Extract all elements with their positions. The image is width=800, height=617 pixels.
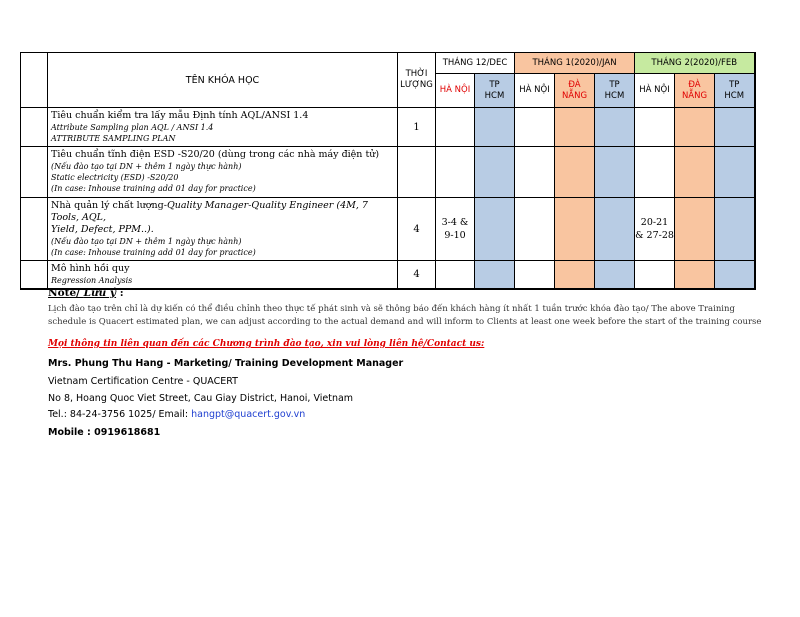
- month-feb-header: THÁNG 2(2020)/FEB: [635, 53, 755, 74]
- contact-mobile: Mobile : 0919618681: [48, 427, 161, 438]
- row-marker-cell: [21, 53, 48, 108]
- course-line: Attribute Sampling plan AQL / ANSI 1.4: [51, 123, 214, 132]
- course-line: (In case: Inhouse training add 01 day for practice): [51, 248, 256, 257]
- duration-header-line1: THỜI: [405, 69, 428, 79]
- training-schedule-table: [20, 52, 756, 290]
- note-body: Lịch đào tạo trên chỉ là dự kiến có thể điều chỉnh theo thực tế phát sinh và sẽ thông báo đến khách hàng ít nhất 1 tuần trước khóa đào tạo/ The above Training schedule is Quacert estimated plan, we can adjust according to the actual demand and will inform to Clients at least one week before the start of the training course: [48, 304, 762, 327]
- note-title-vi: Lưu ý: [83, 287, 117, 299]
- table-row: [21, 261, 755, 290]
- contact-tel: Tel.: 84-24-3756 1025/ Email:: [48, 409, 192, 420]
- city-hcm-line2: HCM: [604, 90, 625, 101]
- course-cell: [48, 108, 398, 147]
- course-name: [51, 200, 394, 224]
- course-name-vi: Nhà quản lý chất lượng-: [51, 200, 167, 211]
- course-cell: [48, 147, 398, 198]
- contact-address: No 8, Hoang Quoc Viet Street, Cau Giay District, Hanoi, Vietnam: [48, 393, 354, 404]
- city-hcm-feb: [715, 74, 755, 108]
- date-line: 3-4 &: [441, 217, 469, 228]
- course-name: Tiêu chuẩn kiểm tra lấy mẫu Định tính AQL/ANSI 1.4: [51, 110, 309, 121]
- duration-header: [398, 53, 436, 108]
- date-feb-hanoi: [635, 198, 675, 261]
- course-line: Yield, Defect, PPM..).: [51, 224, 154, 235]
- city-hcm-line1: TP: [489, 79, 500, 90]
- city-hcm-jan: [595, 74, 635, 108]
- course-line: Regression Analysis: [51, 276, 133, 285]
- note-title: [48, 287, 124, 299]
- city-danang-line2: NẴNG: [681, 90, 708, 101]
- course-line: (Nếu đào tạo tại DN + thêm 1 ngày thực hành): [51, 237, 242, 246]
- date-line: & 27-28: [635, 230, 674, 241]
- contact-org: Vietnam Certification Centre - QUACERT: [48, 376, 238, 387]
- course-duration: 4: [398, 198, 436, 261]
- city-hcm-line1: TP: [729, 79, 740, 90]
- course-name-en: Quality Manager-Quality Engineer (4M, 7 Tools, AQL,: [51, 200, 368, 223]
- course-title-header: TÊN KHÓA HỌC: [48, 53, 398, 108]
- course-name: Tiêu chuẩn tĩnh điện ESD -S20/20 (dùng trong các nhà máy điện tử): [51, 149, 380, 160]
- note-title-suffix: :: [116, 287, 124, 299]
- course-name: Mô hình hồi quy: [51, 263, 130, 274]
- course-line: (Nếu đào tạo tại DN + thêm 1 ngày thực hành): [51, 162, 242, 171]
- course-duration: [398, 147, 436, 198]
- city-hcm-line2: HCM: [724, 90, 745, 101]
- course-duration: 1: [398, 108, 436, 147]
- city-hanoi-jan: HÀ NỘI: [515, 74, 555, 108]
- city-danang-line1: ĐÀ: [568, 79, 581, 90]
- course-line: (In case: Inhouse training add 01 day for practice): [51, 184, 256, 193]
- table-row: [21, 147, 755, 198]
- city-hcm-line1: TP: [609, 79, 620, 90]
- table-row: [21, 108, 755, 147]
- course-duration: 4: [398, 261, 436, 290]
- contact-us-line: Mọi thông tin liên quan đến các Chương trình đào tạo, xin vui lòng liên hệ/Contact us:: [48, 339, 485, 349]
- city-danang-feb: [675, 74, 715, 108]
- city-danang-line2: NẴNG: [561, 90, 588, 101]
- note-title-en: Note/: [48, 287, 84, 299]
- city-danang-jan: [555, 74, 595, 108]
- duration-header-line2: LƯỢNG: [400, 80, 433, 90]
- date-line: 20-21: [640, 217, 669, 228]
- city-hanoi-feb: HÀ NỘI: [635, 74, 675, 108]
- contact-tel-email: [48, 409, 305, 420]
- email-link[interactable]: hangpt@quacert.gov.vn: [191, 409, 306, 420]
- city-hanoi-dec: HÀ NỘI: [436, 74, 475, 108]
- table-row: [21, 198, 755, 261]
- date-line: 9-10: [444, 230, 466, 241]
- month-jan-header: THÁNG 1(2020)/JAN: [515, 53, 635, 74]
- city-hcm-dec: [475, 74, 515, 108]
- date-dec-hanoi: [436, 198, 475, 261]
- course-cell: [48, 198, 398, 261]
- city-hcm-line2: HCM: [484, 90, 505, 101]
- course-line: ATTRIBUTE SAMPLING PLAN: [51, 134, 176, 143]
- city-danang-line1: ĐÀ: [688, 79, 701, 90]
- course-cell: [48, 261, 398, 290]
- month-dec-header: THÁNG 12/DEC: [436, 53, 515, 74]
- contact-name: Mrs. Phung Thu Hang - Marketing/ Training Development Manager: [48, 358, 404, 369]
- course-line: Static electricity (ESD) -S20/20: [51, 173, 179, 182]
